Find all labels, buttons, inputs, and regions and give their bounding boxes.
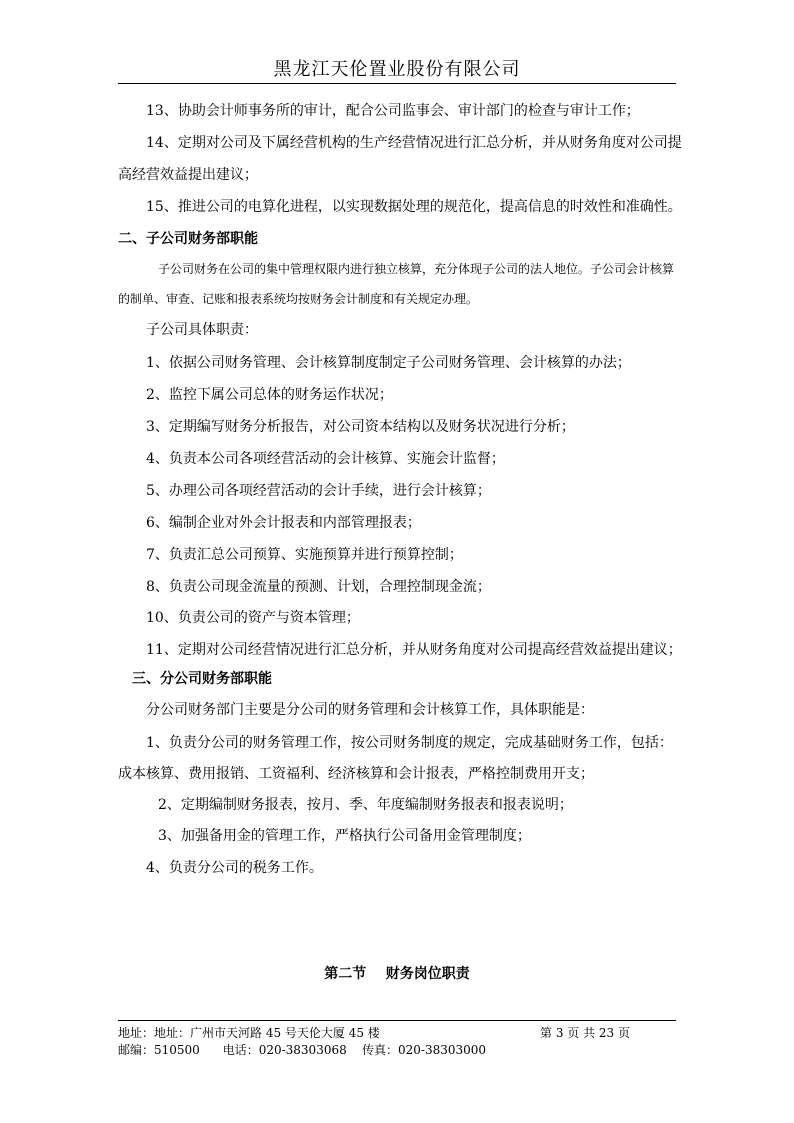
list-item: 4、负责本公司各项经营活动的会计核算、实施会计监督； xyxy=(146,451,505,467)
list-item: 2、定期编制财务报表，按月、季、年度编制财务报表和报表说明； xyxy=(158,797,573,813)
list-item: 2、监控下属公司总体的财务运作状况； xyxy=(146,387,393,403)
list-item: 11、定期对公司经营情况进行汇总分析，并从财务角度对公司提高经营效益提出建议； xyxy=(146,642,682,658)
header-divider xyxy=(118,83,676,84)
list-item: 4、负责分公司的税务工作。 xyxy=(146,860,323,876)
footer-contact: 邮编：510500 电话：020-38303068 传真：020-38303000 xyxy=(118,1043,487,1057)
footer-divider xyxy=(118,1020,676,1021)
list-item: 7、负责汇总公司预算、实施预算并进行预算控制； xyxy=(146,547,463,563)
header-company-name: 黑龙江天伦置业股份有限公司 xyxy=(273,59,521,80)
list-item: 6、编制企业对外会计报表和内部管理报表； xyxy=(146,515,421,531)
section-heading-subsidiary: 二、子公司财务部职能 xyxy=(118,231,258,247)
list-item: 8、负责公司现金流量的预测、计划，合理控制现金流； xyxy=(146,579,491,595)
list-item: 3、加强备用金的管理工作，严格执行公司备用金管理制度； xyxy=(158,828,531,844)
section-2-title: 第二节 财务岗位职责 xyxy=(324,966,470,982)
paragraph-line: 的制单、审查、记账和报表系统均按财务会计制度和有关规定办理。 xyxy=(118,292,479,306)
list-item: 5、办理公司各项经营活动的会计手续，进行会计核算； xyxy=(146,483,491,499)
paragraph-line: 子公司财务在公司的集中管理权限内进行独立核算，充分体现子公司的法人地位。子公司会计核算 xyxy=(158,262,675,276)
paragraph-line: 成本核算、费用报销、工资福利、经济核算和会计报表，严格控制费用开支； xyxy=(118,766,594,782)
footer-address: 地址：地址：广州市天河路 45 号天伦大厦 45 楼 xyxy=(118,1026,380,1040)
paragraph-line: 14、定期对公司及下属经营机构的生产经营情况进行汇总分析，并从财务角度对公司提 xyxy=(146,135,682,151)
paragraph-line: 高经营效益提出建议； xyxy=(118,167,258,183)
list-item: 1、负责分公司的财务管理工作，按公司财务制度的规定，完成基础财务工作，包括： xyxy=(146,735,673,751)
subheading-duties: 子公司具体职责： xyxy=(146,322,258,338)
paragraph-line: 15、推进公司的电算化进程，以实现数据处理的规范化，提高信息的时效性和准确性。 xyxy=(146,199,682,215)
list-item: 3、定期编写财务分析报告，对公司资本结构以及财务状况进行分析； xyxy=(146,419,575,435)
footer-page-number: 第 3 页 共 23 页 xyxy=(540,1026,630,1040)
list-item: 10、负责公司的资产与资本管理； xyxy=(146,610,360,626)
paragraph-line: 分公司财务部门主要是分公司的财务管理和会计核算工作，具体职能是： xyxy=(146,702,594,718)
list-item: 1、依据公司财务管理、会计核算制度制定子公司财务管理、会计核算的办法； xyxy=(146,355,631,371)
section-heading-branch: 三、分公司财务部职能 xyxy=(132,671,272,687)
paragraph-line: 13、协助会计师事务所的审计，配合公司监事会、审计部门的检查与审计工作； xyxy=(146,103,640,119)
